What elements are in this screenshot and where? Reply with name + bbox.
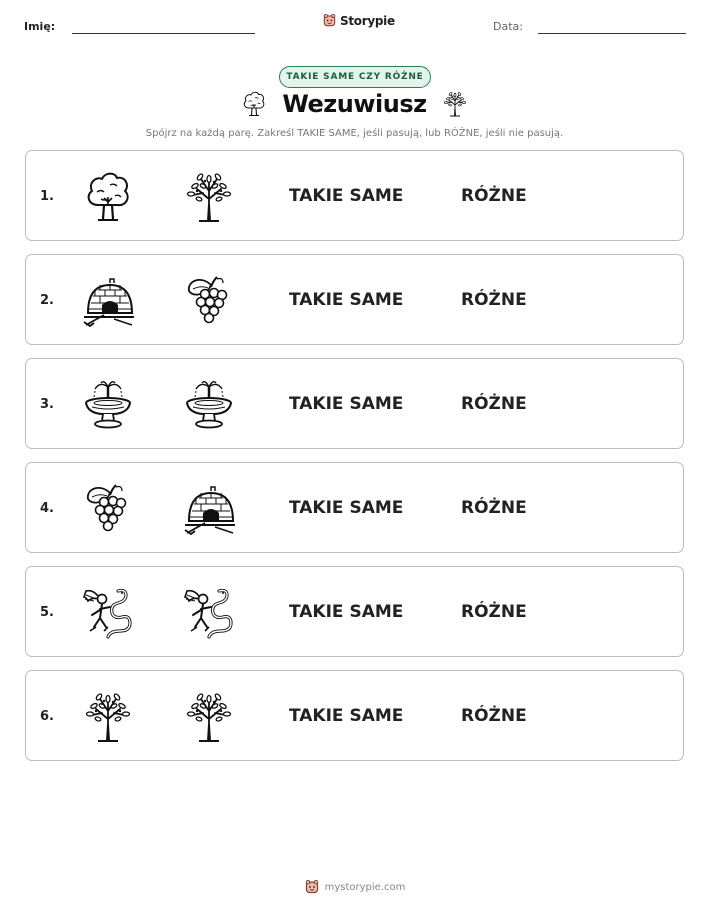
option-same-1[interactable]: TAKIE SAME xyxy=(289,186,404,206)
pair-row-1 xyxy=(25,150,684,241)
grapes-icon xyxy=(181,273,237,329)
storypie-logo-icon xyxy=(322,13,337,28)
option-different-2[interactable]: RÓŻNE xyxy=(461,290,527,310)
footer xyxy=(0,879,709,895)
page-title: Wezuwiusz xyxy=(282,90,427,118)
worksheet-badge: TAKIE SAME CZY RÓŻNE xyxy=(279,66,431,88)
row-number: 3. xyxy=(40,397,54,412)
pair-row-3 xyxy=(25,358,684,449)
pair-row-4 xyxy=(25,462,684,553)
row-number: 1. xyxy=(40,189,54,204)
name-label: Imię: xyxy=(24,20,56,33)
olive-tree-icon xyxy=(441,90,469,118)
bread-oven-icon xyxy=(80,273,136,329)
footer-url[interactable]: mystorypie.com xyxy=(324,881,406,893)
option-different-6[interactable]: RÓŻNE xyxy=(461,706,527,726)
instructions: Spójrz na każdą parę. Zakreśl TAKIE SAME, jeśli pasują, lub RÓŻNE, jeśli nie pasują. xyxy=(145,128,564,139)
row-number: 6. xyxy=(40,709,54,724)
row-number: 5. xyxy=(40,605,54,620)
grapes-icon xyxy=(80,481,136,537)
storypie-logo-icon xyxy=(304,879,320,895)
option-different-4[interactable]: RÓŻNE xyxy=(461,498,527,518)
pair-row-5 xyxy=(25,566,684,657)
date-line[interactable] xyxy=(538,33,686,34)
griffin-serpent-icon xyxy=(181,585,237,641)
olive-tree-icon xyxy=(181,689,237,745)
pair-row-6 xyxy=(25,670,684,761)
row-number: 4. xyxy=(40,501,54,516)
griffin-serpent-icon xyxy=(80,585,136,641)
name-line[interactable] xyxy=(72,33,255,34)
brand-name: Storypie xyxy=(340,13,395,28)
tree-icon xyxy=(80,169,136,225)
option-different-5[interactable]: RÓŻNE xyxy=(461,602,527,622)
olive-tree-icon xyxy=(80,689,136,745)
option-same-2[interactable]: TAKIE SAME xyxy=(289,290,404,310)
date-label: Data: xyxy=(493,20,523,33)
option-same-4[interactable]: TAKIE SAME xyxy=(289,498,404,518)
fountain-icon xyxy=(181,377,237,433)
pair-row-2 xyxy=(25,254,684,345)
row-number: 2. xyxy=(40,293,54,308)
option-same-5[interactable]: TAKIE SAME xyxy=(289,602,404,622)
fountain-icon xyxy=(80,377,136,433)
bread-oven-icon xyxy=(181,481,237,537)
option-same-3[interactable]: TAKIE SAME xyxy=(289,394,404,414)
olive-tree-icon xyxy=(181,169,237,225)
title-block xyxy=(0,90,709,118)
option-different-3[interactable]: RÓŻNE xyxy=(461,394,527,414)
option-same-6[interactable]: TAKIE SAME xyxy=(289,706,404,726)
option-different-1[interactable]: RÓŻNE xyxy=(461,186,527,206)
tree-icon xyxy=(240,90,268,118)
brand xyxy=(322,13,395,28)
